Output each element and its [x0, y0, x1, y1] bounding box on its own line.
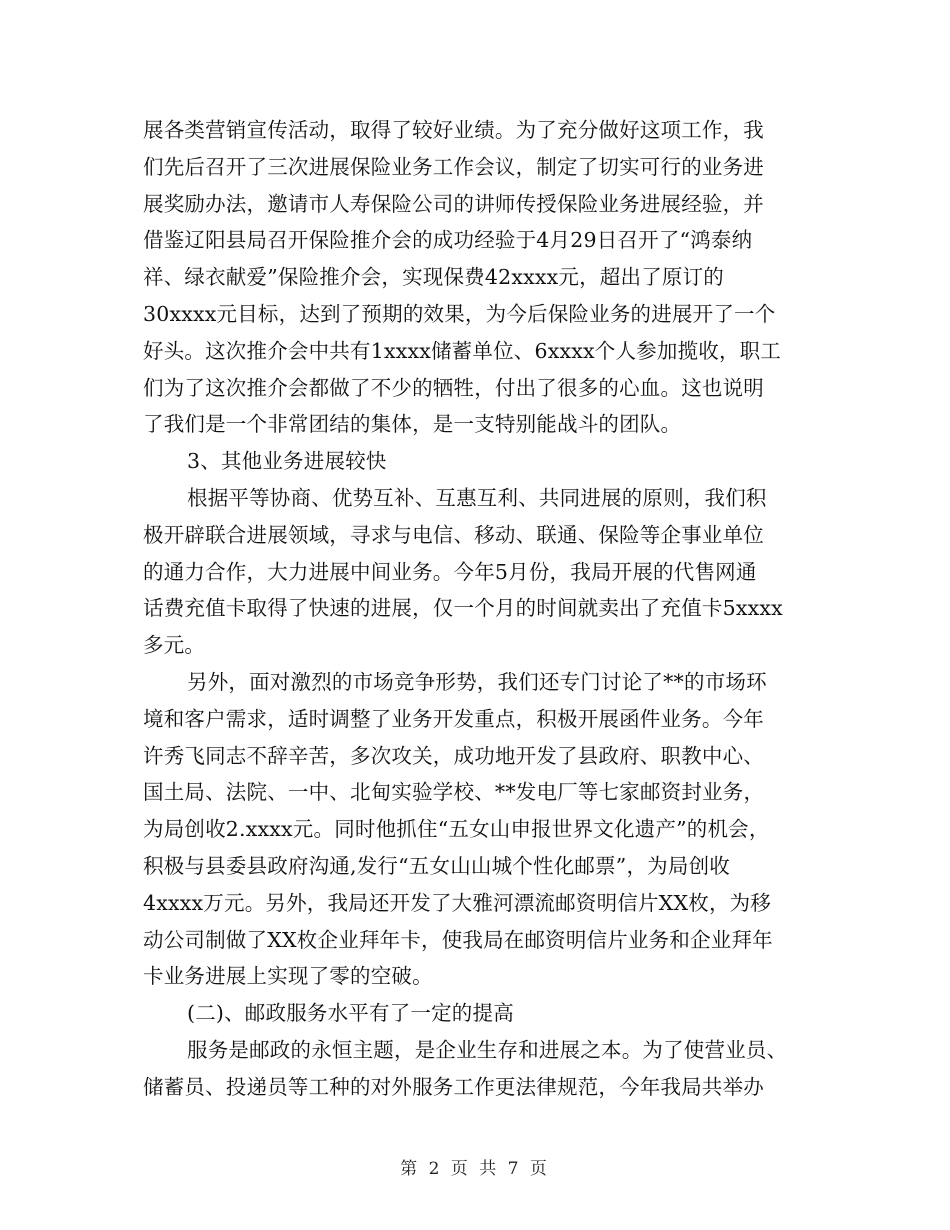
text-line: 了我们是一个非常团结的集体，是一支特别能战斗的团队。	[143, 412, 682, 437]
text-line: 话费充值卡取得了快速的进展，仅一个月的时间就卖出了充值卡5xxxx	[143, 596, 783, 621]
text-line: 4xxxx万元。另外，我局还开发了大雅河漂流邮资明信片XX枚，为移	[143, 890, 772, 915]
text-line: 祥、绿衣献爱”保险推介会，实现保费42xxxx元，超出了原订的	[143, 265, 725, 290]
text-line: (二)、邮政服务水平有了一定的提高	[187, 1001, 514, 1026]
text-line: 多元。	[143, 633, 206, 658]
text-line: 好头。这次推介会中共有1xxxx储蓄单位、6xxxx个人参加揽收，职工	[143, 338, 782, 363]
text-line: 们为了这次推介会都做了不少的牺牲，付出了很多的心血。这也说明	[143, 375, 764, 400]
text-line: 国土局、法院、一中、北甸实验学校、**发电厂等七家邮资封业务，	[143, 780, 765, 805]
document-body	[143, 112, 823, 1106]
text-line: 为局创收2.xxxx元。同时他抓住“五女山申报世界文化遗产”的机会，	[143, 817, 770, 842]
text-line: 借鉴辽阳县局召开保险推介会的成功经验于4月29日召开了“鸿泰纳	[143, 228, 753, 253]
text-line: 服务是邮政的永恒主题，是企业生存和进展之本。为了使营业员、	[187, 1037, 788, 1062]
text-line: 3、其他业务进展较快	[187, 449, 387, 474]
text-line: 极开辟联合进展领域，寻求与电信、移动、联通、保险等企事业单位	[143, 522, 764, 547]
text-line: 储蓄员、投递员等工种的对外服务工作更法律规范，今年我局共举办	[143, 1074, 764, 1099]
text-line: 积极与县委县政府沟通,发行“五女山山城个性化邮票”，为局创收	[143, 853, 730, 878]
text-line: 30xxxx元目标，达到了预期的效果，为今后保险业务的进展开了一个	[143, 301, 776, 326]
text-line: 许秀飞同志不辞辛苦，多次攻关，成功地开发了县政府、职教中心、	[143, 743, 764, 768]
text-line: 境和客户需求，适时调整了业务开发重点，积极开展函件业务。今年	[143, 706, 764, 731]
text-line: 的通力合作，大力进展中间业务。今年5月份，我局开展的代售网通	[143, 559, 757, 584]
text-line: 们先后召开了三次进展保险业务工作会议，制定了切实可行的业务进	[143, 154, 764, 179]
text-line: 展奖励办法，邀请市人寿保险公司的讲师传授保险业务进展经验，并	[143, 191, 764, 216]
text-line: 动公司制做了XX枚企业拜年卡，使我局在邮资明信片业务和企业拜年	[143, 927, 773, 952]
text-line: 卡业务进展上实现了零的空破。	[143, 964, 433, 989]
text-line: 另外，面对激烈的市场竞争形势，我们还专门讨论了**的市场环	[187, 669, 767, 694]
text-line: 展各类营销宣传活动，取得了较好业绩。为了充分做好这项工作，我	[143, 118, 764, 142]
text-line: 根据平等协商、优势互补、互惠互利、共同进展的原则，我们积	[187, 485, 767, 510]
page-footer: 第 2 页 共 7 页	[400, 1159, 550, 1179]
